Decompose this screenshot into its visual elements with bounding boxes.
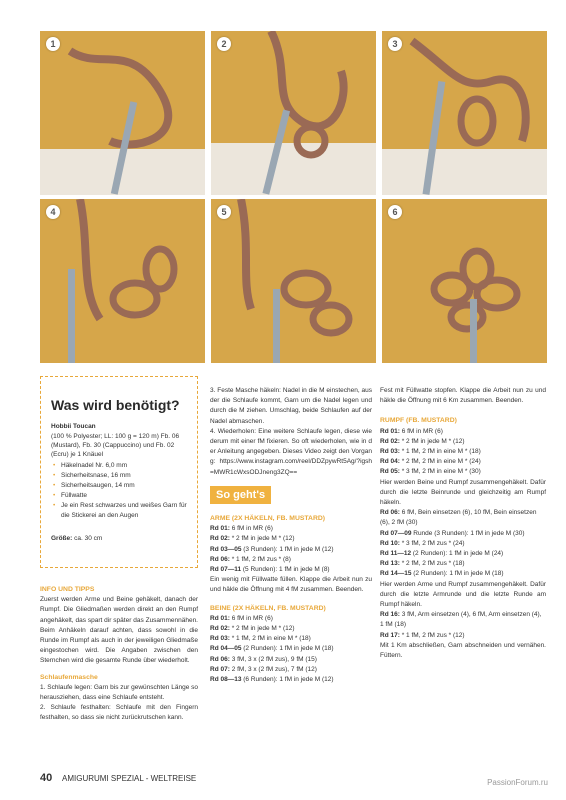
step-number: 3	[388, 37, 402, 51]
legs-note: Fest mit Füllwatte stopfen. Klappe die Arbeit nun zu und häkle die Öffnung mit 6 Km zusammen. Beenden.	[380, 387, 546, 405]
column-1	[40, 581, 198, 724]
round-row: Rd 06: 3 fM, 3 x (2 fM zus), 9 fM (15)	[210, 655, 317, 663]
step-photo-3	[382, 31, 547, 195]
round-row: Rd 03: * 1 fM, 2 fM in eine M * (18)	[380, 448, 481, 456]
round-row: Rd 10: * 3 fM, 2 fM zus * (24)	[380, 539, 465, 547]
materials-list	[51, 461, 187, 521]
round-row: Rd 05: * 3 fM, 2 fM in eine M * (30)	[380, 468, 481, 476]
round-row: Rd 02: * 2 fM in jede M * (12)	[210, 535, 295, 543]
round-row: Rd 04: * 2 fM, 2 fM in eine M * (24)	[380, 458, 481, 466]
round-row: Rd 01: 6 fM in MR (6)	[210, 525, 273, 533]
round-row: Rd 03—05 (3 Runden): 1 fM in jede M (12)	[210, 545, 334, 553]
photo-grid	[40, 31, 547, 363]
loop-step-1: 1. Schlaufe legen: Garn bis zur gewünschten Länge so herausziehen, dass eine Schlaufe entsteht.	[40, 683, 198, 702]
loop-step-4: 4. Wiederholen: Eine weitere Schlaufe legen, diese wiederum mit einer fM fixieren. So oft wiederholen, wie in der Anleitung angegeben. Dieses Video zeigt den Vorgang: https://www.instagram.com/reel/DDZpywRt5Ag/?igsh=MWR1cWxsODJneng3ZQ==	[210, 427, 372, 476]
body-note-1: Hier werden Beine und Rumpf zusammengehäkelt. Dafür durch die letzte Beinrunde und gleichzeitig am Rumpf häkeln.	[380, 478, 546, 507]
page-footer	[40, 772, 196, 784]
round-row: Rd 07—11 (5 Runden): 1 fM in jede M (8)	[210, 566, 330, 574]
section-tag: So geht's	[210, 486, 271, 504]
size-line	[51, 535, 187, 542]
list-item: • Häkelnadel Nr. 6,0 mm	[61, 461, 187, 471]
size-value: ca. 30 cm	[74, 535, 103, 542]
round-row: Rd 14—15 (2 Runden): 1 fM in jede M (18)	[380, 570, 504, 578]
step-number: 6	[388, 205, 402, 219]
legs-heading: BEINE (2X HÄKELN, FB. MUSTARD)	[210, 604, 326, 612]
round-row: Rd 03: * 1 fM, 2 fM in eine M * (18)	[210, 635, 311, 643]
materials-box	[40, 376, 198, 568]
step-photo-1	[40, 31, 205, 195]
step-number: 2	[217, 37, 231, 51]
arms-note: Ein wenig mit Füllwatte füllen. Klappe die Arbeit nun zu und häkle die Öffnung mit 4 fM zusammen. Beenden.	[210, 576, 372, 594]
body-note-2: Hier werden Arme und Rumpf zusammengehäkelt. Dafür durch die letzte Armrunde und die letzte Runde am Rumpf häkeln.	[380, 580, 546, 609]
page-number: 40	[40, 772, 53, 784]
list-item: • Füllwatte	[61, 491, 187, 501]
round-row: Rd 13: * 2 fM, 2 fM zus * (18)	[380, 560, 465, 568]
info-heading: INFO UND TIPPS	[40, 586, 95, 593]
list-item: • Je ein Rest schwarzes und weißes Garn für die Stickerei an den Augen	[61, 501, 187, 521]
round-row: Rd 06: * 1 fM, 2 fM zus * (8)	[210, 555, 291, 563]
watermark: PassionForum.ru	[487, 778, 548, 787]
round-row: Rd 06: 6 fM, Bein einsetzen (6), 10 fM, Bein einsetzen (6), 2 fM (30)	[380, 509, 537, 527]
step-number: 1	[46, 37, 60, 51]
step-photo-6	[382, 199, 547, 363]
yarn-description: (100 % Polyester; LL: 100 g = 120 m) Fb. 06 (Mustard), Fb. 30 (Cappuccino) und Fb. 02 (Ecru) je 1 Knäuel	[51, 433, 180, 458]
list-item: • Sicherheitsnase, 16 mm	[61, 471, 187, 481]
round-row: Rd 17: * 1 fM, 2 fM zus * (12)	[380, 631, 465, 639]
magazine-title: AMIGURUMI SPEZIAL - WELTREISE	[62, 774, 197, 783]
round-row: Rd 02: * 2 fM in jede M * (12)	[210, 625, 295, 633]
round-row: Rd 01: 6 fM in MR (6)	[380, 427, 443, 435]
round-row: Rd 02: * 2 fM in jede M * (12)	[380, 437, 465, 445]
step-number: 5	[217, 205, 231, 219]
loop-heading: Schlaufenmasche	[40, 673, 98, 681]
round-row: Rd 04—05 (2 Runden): 1 fM in jede M (18)	[210, 645, 334, 653]
arms-heading: ARME (2X HÄKELN, FB. MUSTARD)	[210, 515, 326, 523]
step-number: 4	[46, 205, 60, 219]
step-photo-2	[211, 31, 376, 195]
column-3	[380, 386, 546, 661]
round-row: Rd 11—12 (2 Runden): 1 fM in jede M (24)	[380, 550, 504, 558]
loop-step-2: 2. Schlaufe festhalten: Schlaufe mit den Fingern festhalten, so dass sie nicht zurückrutschen kann.	[40, 704, 198, 722]
step-photo-5	[211, 199, 376, 363]
round-row: Rd 01: 6 fM in MR (6)	[210, 614, 273, 622]
round-row: Rd 16: 3 fM, Arm einsetzen (4), 6 fM, Arm einsetzen (4), 1 fM (18)	[380, 611, 542, 629]
round-row: Rd 08—13 (6 Runden): 1 fM in jede M (12)	[210, 676, 334, 684]
info-text: Zuerst werden Arme und Beine gehäkelt, danach der Rumpf. Die Gliedmaßen werden direkt an den Rumpf angehäkelt, das spart dir später das Zusammennähen. Beim Anhäkeln darauf achten, dass sowohl in die Runde im Rumpf als auch in der jeweiligen Gliedmaße eingestochen wird. Die Angaben zwischen den Sternchen wird die gesamte Runde über wiederholt.	[40, 596, 198, 665]
body-note-3: Mit 1 Km abschließen, Garn abschneiden und vernähen. Füttern.	[380, 641, 546, 660]
body-heading: RUMPF (FB. MUSTARD)	[380, 417, 457, 425]
column-2	[210, 386, 372, 685]
yarn-brand: Hobbii Toucan	[51, 423, 96, 430]
materials-title: Was wird benötigt?	[51, 397, 180, 413]
list-item: • Sicherheitsaugen, 14 mm	[61, 481, 187, 491]
loop-step-3: 3. Feste Masche häkeln: Nadel in die M einstechen, aus der die Schlaufe kommt, Garn um die Nadel legen und durch die M ziehen. Umschlag, beide Schlaufen auf der Nadel abmaschen.	[210, 387, 372, 425]
step-photo-4	[40, 199, 205, 363]
size-label: Größe:	[51, 535, 73, 542]
round-row: Rd 07—09 Runde (3 Runden): 1 fM in jede M (30)	[380, 529, 525, 537]
round-row: Rd 07: 2 fM, 3 x (2 fM zus), 7 fM (12)	[210, 665, 317, 673]
